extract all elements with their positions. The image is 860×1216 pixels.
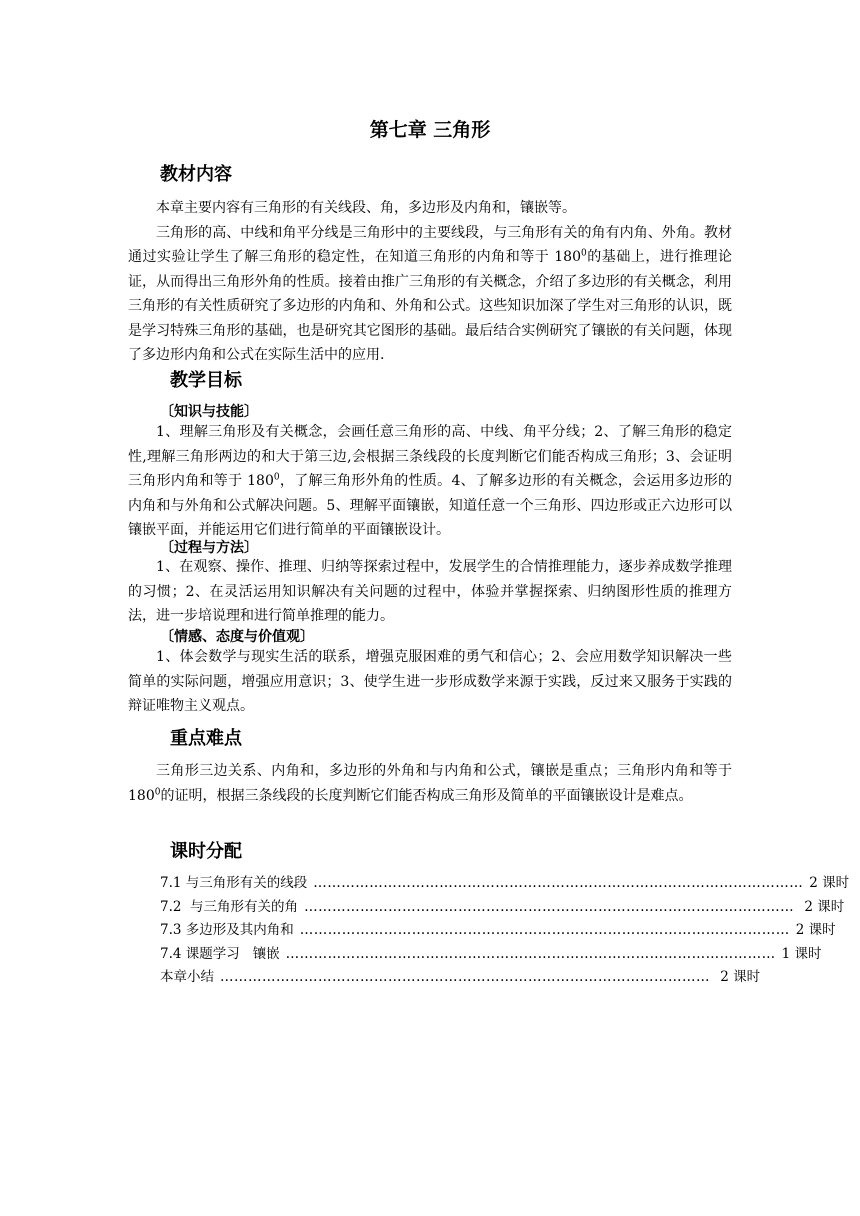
content-paragraph-1: 本章主要内容有三角形的有关线段、角，多边形及内角和，镶嵌等。 [156, 200, 576, 216]
schedule-item [160, 943, 822, 967]
leader-dots: …………………………………………………………………………………………… [313, 875, 804, 891]
content-p2-part-b: 的基础上，进行推理论证，从而得出三角形外角的性质。接着由推广三角形的有关概念，介绍了多边形的有关概念，利用三角形的有关性质研究了多边形的内角和、外角和公式。这些知识加深了学生对三角形的认识，既是学习特殊三角形的基础，也是研究其它图形的基础。最后结合实例研究了镶嵌的有关问题，体现了多边形内角和公式在实际生活中的应用. [128, 249, 733, 363]
content-paragraph-2 [128, 221, 732, 368]
schedule-item-hours: 2 课时 [809, 875, 850, 891]
content-body [128, 196, 732, 368]
goals-heading: 教学目标 [170, 370, 242, 391]
keypoints-part-b: 的证明，根据三条线段的长度判断它们能否构成三角形及简单的平面镶嵌设计是难点。 [160, 787, 693, 804]
knowledge-part-b: ，了解三角形外角的性质。4、了解多边形的有关概念，会运用多边形的内角和与外角和公式解决问题。5、理解平面镶嵌，知道任意一个三角形、四边形或正六边形可以镶嵌平面，并能运用它们进行简单的平面镶嵌设计。 [128, 473, 733, 538]
leader-dots: …………………………………………………………………………………………… [304, 898, 795, 915]
schedule-item-hours: 2 课时 [716, 969, 761, 986]
knowledge-skills-heading: 〔知识与技能〕 [160, 404, 258, 420]
emotion-values-body [128, 645, 732, 719]
knowledge-skills-body [128, 420, 732, 543]
chapter-title: 第七章 三角形 [369, 119, 491, 141]
emotion-values-paragraph: 1、体会数学与现实生活的联系，增强克服困难的勇气和信心；2、会应用数学知识解决一些简单的实际问题，增强应用意识；3、使学生进一步形成数学来源于实践，反过来又服务于实践的辩证唯物主义观点。 [128, 649, 732, 714]
schedule-list [160, 872, 850, 990]
knowledge-part-a: 1、理解三角形及有关概念，会画任意三角形的高、中线、角平分线；2、了解三角形的稳定性,理解三角形两边的和大于第三边,会根据三条线段的长度判断它们能否构成三角形；3、会证明三角形内角和等于 180 [128, 424, 732, 489]
degree-superscript: 0 [581, 248, 587, 259]
schedule-item-title: 本章小结 [160, 969, 214, 986]
schedule-item [160, 896, 845, 920]
process-methods-paragraph: 1、在观察、操作、推理、归纳等探索过程中，发展学生的合情推理能力，逐步养成数学推理的习惯；2、在灵活运用知识解决有关问题的过程中，体验并掌握探索、归纳图形性质的推理方法，进一步培说理和进行简单推理的能力。 [128, 559, 732, 624]
leader-dots: …………………………………………………………………………………………… [285, 945, 776, 962]
schedule-heading: 课时分配 [170, 841, 242, 862]
schedule-item [160, 872, 850, 896]
schedule-item-title: 7.2 与三角形有关的角 [160, 898, 299, 915]
content-heading: 教材内容 [160, 164, 232, 185]
keypoints-heading: 重点难点 [170, 728, 242, 749]
keypoints-body [128, 759, 732, 808]
leader-dots: …………………………………………………………………………………………… [220, 969, 710, 986]
content-p2-part-a: 三角形的高、中线和角平分线是三角形中的主要线段，与三角形有关的角有内角、外角。教材通过实验让学生了解三角形的稳定性，在知道三角形的内角和等于 180 [128, 224, 732, 265]
schedule-item-title: 7.3 多边形及其内角和 [160, 922, 294, 939]
schedule-item [160, 966, 761, 990]
schedule-item-hours: 2 课时 [795, 922, 836, 939]
schedule-item-hours: 1 课时 [781, 945, 822, 962]
leader-dots: …………………………………………………………………………………………… [299, 922, 790, 939]
emotion-values-heading: 〔情感、态度与价值观〕 [160, 629, 314, 645]
process-methods-body [128, 555, 732, 629]
schedule-item [160, 919, 836, 943]
degree-superscript: 0 [273, 472, 280, 483]
schedule-item-title: 7.4 课题学习 镶嵌 [160, 945, 280, 962]
keypoints-paragraph [128, 759, 732, 808]
schedule-item-hours: 2 课时 [800, 898, 845, 915]
process-methods-heading: 〔过程与方法〕 [160, 540, 258, 556]
degree-superscript: 0 [154, 786, 161, 797]
keypoints-part-a: 三角形三边关系、内角和，多边形的外角和与内角和公式，镶嵌是重点；三角形内角和等于 180 [128, 763, 732, 804]
knowledge-skills-paragraph [128, 420, 732, 543]
schedule-item-title: 7.1 与三角形有关的线段 [160, 875, 308, 891]
